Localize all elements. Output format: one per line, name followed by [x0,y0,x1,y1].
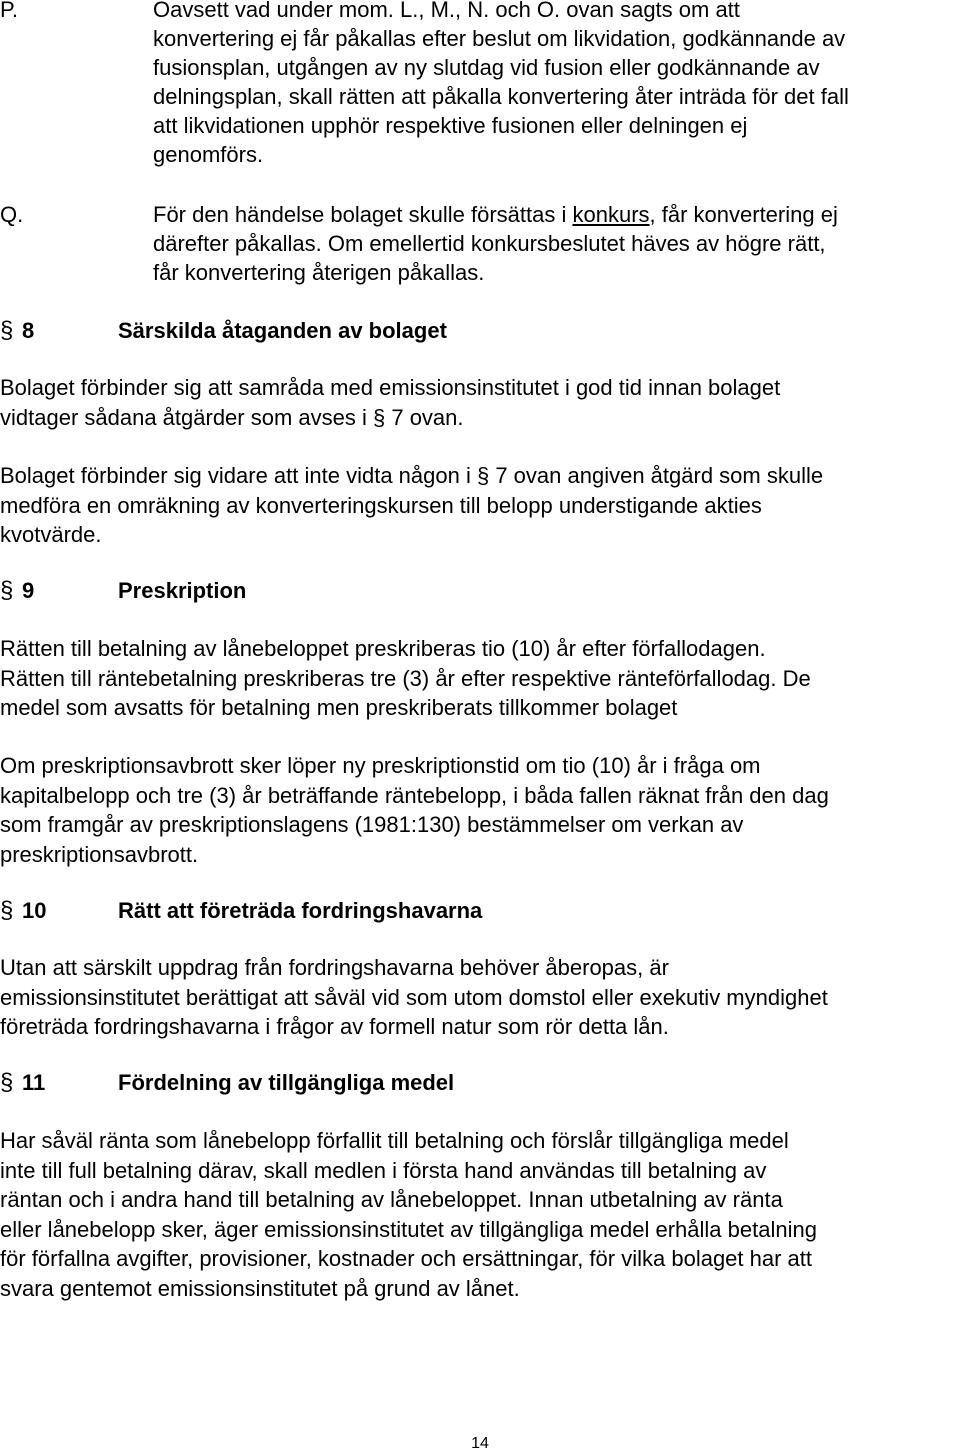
paragraph-line [0,403,960,433]
section-symbol: § [372,404,386,430]
section-8-paragraph-1 [0,373,960,432]
paragraph-line: emissionsinstitutet berättigat att såväl vid som utom domstol eller exekutiv myndighet [0,984,828,1010]
section-number: 9 [22,578,35,603]
text-segment: Bolaget förbinder sig vidare att inte vidta någon i [0,463,477,488]
section-title: Fördelning av tillgängliga medel [118,1070,455,1095]
paragraph-line: räntan och i andra hand till betalning av lånebeloppet. Innan utbetalning av ränta [0,1187,783,1212]
section-8-heading [0,314,960,348]
paragraph-line: kvotvärde. [0,522,102,547]
paragraph-line: för förfallna avgifter, provisioner, kostnader och ersättningar, för vilka bolaget har att [0,1246,813,1271]
section-symbol: § [0,577,14,604]
paragraph-line: medel som avsatts för betalning men preskriberats tillkommer bolaget [0,695,678,720]
item-q-line: får konvertering återigen påkallas. [153,260,485,285]
item-q-line: därefter påkallas. Om emellertid konkursbeslutet häves av högre rätt, [153,231,826,256]
section-11-paragraph-1 [0,1126,960,1303]
item-q-text [153,200,960,287]
section-symbol: § [0,317,14,344]
paragraph-line [0,461,960,491]
paragraph-line: svara gentemot emissionsinstitutet på grund av lånet. [0,1275,520,1301]
text-segment: vidtager sådana åtgärder som avses i [0,404,373,430]
item-p-line: Oavsett vad under mom. L., M., N. och O. ovan sagts om att [153,0,740,22]
item-p-line: genomförs. [153,142,264,167]
paragraph-line: som framgår av preskriptionslagens (1981:130) bestämmelser om verkan av [0,812,744,837]
paragraph-line: Bolaget förbinder sig att samråda med emissionsinstitutet i god tid innan bolaget [0,375,781,400]
section-10-heading [0,894,960,928]
paragraph-line: Utan att särskilt uppdrag från fordringshavarna behöver åberopas, är [0,955,669,980]
section-9-paragraph-2 [0,751,960,869]
section-title: Preskription [118,578,247,603]
paragraph-line: Rätten till betalning av lånebeloppet preskriberas tio (10) år efter förfallodagen. [0,636,766,661]
section-symbol: § [0,1069,14,1096]
item-p-line: delningsplan, skall rätten att påkalla konvertering åter inträda för det fall [153,84,849,109]
paragraph-line: preskriptionsavbrott. [0,841,199,867]
item-p-text [153,0,960,169]
item-p-letter: P. [0,0,18,22]
item-q-line [153,200,960,229]
section-9-paragraph-1 [0,634,960,723]
paragraph-line: eller lånebelopp sker, äger emissionsinstitutet av tillgängliga medel erhålla betalning [0,1216,817,1242]
paragraph-line: kapitalbelopp och tre (3) år beträffande räntebelopp, i båda fallen räknat från den dag [0,782,829,808]
section-10-paragraph-1 [0,953,960,1042]
page-number: 14 [471,1435,489,1452]
section-9-heading [0,574,960,608]
section-symbol: § [0,897,14,924]
text-segment: 7 ovan angiven åtgärd som skulle [489,463,824,488]
item-p-line: konvertering ej får påkallas efter beslut om likvidation, godkännande av [153,26,846,51]
paragraph-line: Rätten till räntebetalning preskriberas tre (3) år efter respektive ränteförfallodag. De [0,665,811,691]
item-q-text-segment: För den händelse bolaget skulle försättas i [153,202,573,227]
section-title: Särskilda åtaganden av bolaget [118,318,447,343]
paragraph-line: medföra en omräkning av konverteringskursen till belopp understigande akties [0,492,762,518]
item-p-line: fusionsplan, utgången av ny slutdag vid fusion eller godkännande av [153,55,820,80]
section-symbol: § [476,463,490,488]
section-number: 8 [22,318,35,343]
paragraph-line: Om preskriptionsavbrott sker löper ny preskriptionstid om tio (10) år i fråga om [0,753,761,778]
item-p-line: att likvidationen upphör respektive fusionen eller delningen ej [153,113,748,138]
section-number: 10 [22,898,47,923]
section-number: 11 [22,1070,46,1095]
section-11-heading [0,1066,960,1100]
section-8-paragraph-2 [0,461,960,550]
paragraph-line: Har såväl ränta som lånebelopp förfallit till betalning och förslår tillgängliga medel [0,1128,789,1153]
item-q-letter: Q. [0,202,24,227]
item-q-text-segment: , får konvertering ej [649,202,838,227]
paragraph-line: företräda fordringshavarna i frågor av formell natur som rör detta lån. [0,1014,669,1039]
section-title: Rätt att företräda fordringshavarna [118,898,483,923]
paragraph-line: inte till full betalning därav, skall medlen i första hand användas till betalning av [0,1157,767,1183]
text-segment: 7 ovan. [385,404,464,430]
konkurs-underlined-term: konkurs [572,202,650,227]
